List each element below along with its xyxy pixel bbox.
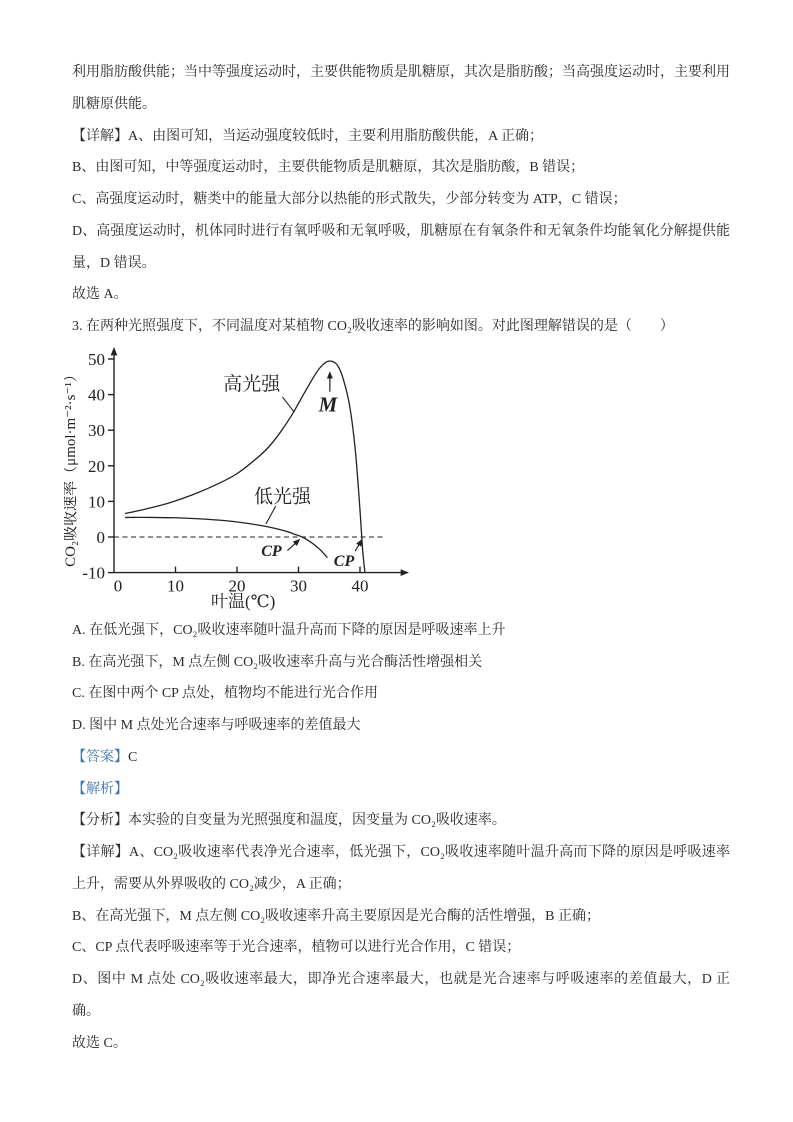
paragraph-choose-c: 故选 C。 [72, 1035, 127, 1051]
paragraph-detail-b: B、由图可知，中等强度运动时，主要供能物质是肌糖原，其次是脂肪酸，B 错误； [72, 160, 585, 176]
paragraph-fat-energy: 利用脂肪酸供能；当中等强度运动时，主要供能物质是肌糖原，其次是脂肪酸；当高强度运动时，主要利用肌糖原供能。 [72, 65, 730, 112]
chart-annotation: M [318, 392, 338, 417]
x-axis-label: 叶温(℃) [210, 591, 276, 611]
y-axis-label: CO₂吸收速率（μmol·m⁻²·s⁻¹） [64, 366, 79, 567]
chart-annotation: 低光强 [254, 486, 312, 508]
svg-text:20: 20 [88, 456, 105, 476]
paragraph-q3-detail-a: 【详解】A、CO₂吸收速率代表净光合速率，低光强下，CO₂吸收速率随叶温升高而下降的原因是呼吸速率上升，需要从外界吸收的 CO₂减少，A 正确； [72, 845, 730, 892]
svg-text:0: 0 [113, 576, 123, 596]
question-3-stem: 3. 在两种光照强度下，不同温度对某植物 CO₂吸收速率的影响如图。对此图理解错误的是（ ） [72, 319, 674, 334]
chart-annotation: CP [333, 552, 355, 570]
answer-value: C [128, 749, 138, 765]
paragraph-choose-a: 故选 A。 [72, 287, 128, 303]
svg-text:0: 0 [96, 527, 105, 547]
paragraph-detail-a: 【详解】A、由图可知，当运动强度较低时，主要利用脂肪酸供能，A 正确； [72, 128, 543, 144]
question-3-option-b: B. 在高光强下，M 点左侧 CO₂吸收速率升高与光合酶活性增强相关 [72, 654, 483, 670]
svg-text:30: 30 [290, 576, 307, 596]
paragraph-q3-detail-b: B、在高光强下，M 点左侧 CO₂吸收速率升高主要原因是光合酶的活性增强，B 正确； [72, 908, 600, 924]
svg-text:50: 50 [88, 349, 105, 369]
paragraph-q3-detail-d: D、图中 M 点处 CO₂吸收速率最大，即净光合速率最大，也就是光合速率与呼吸速率的差值最大，D 正确。 [72, 972, 730, 1019]
svg-text:10: 10 [88, 492, 105, 512]
paragraph-q3-detail-c: C、CP 点代表呼吸速率等于光合速率，植物可以进行光合作用，C 错误； [72, 940, 521, 956]
svg-text:20: 20 [228, 576, 246, 596]
svg-text:40: 40 [88, 385, 105, 405]
paragraph-analysis: 【分析】本实验的自变量为光照强度和温度，因变量为 CO₂吸收速率。 [72, 813, 506, 829]
analysis-label: 【解析】 [72, 781, 128, 797]
question-3-option-c: C. 在图中两个 CP 点处，植物均不能进行光合作用 [72, 686, 378, 702]
paragraph-detail-d: D、高强度运动时，机体同时进行有氧呼吸和无氧呼吸，肌糖原在有氧条件和无氧条件均能氧化分解提供能量，D 错误。 [72, 223, 730, 271]
svg-text:-10: -10 [82, 563, 105, 583]
paragraph-detail-c: C、高强度运动时，糖类中的能量大部分以热能的形式散失，少部分转变为 ATP，C 错误； [72, 192, 627, 207]
svg-text:30: 30 [88, 420, 105, 440]
question-3-option-a: A. 在低光强下，CO₂吸收速率随叶温升高而下降的原因是呼吸速率上升 [72, 622, 506, 638]
chart-annotation: 高光强 [223, 373, 281, 395]
question-3-option-d: D. 图中 M 点处光合速率与呼吸速率的差值最大 [72, 718, 361, 733]
chart-annotation: CP [261, 542, 282, 560]
co2-temperature-chart [64, 345, 416, 613]
answer-label: 【答案】 [72, 749, 128, 765]
svg-text:40: 40 [351, 576, 369, 596]
svg-text:10: 10 [167, 576, 184, 596]
answer-line [72, 742, 730, 774]
co2-temperature-chart-container [64, 345, 730, 613]
analysis-line [72, 774, 730, 806]
